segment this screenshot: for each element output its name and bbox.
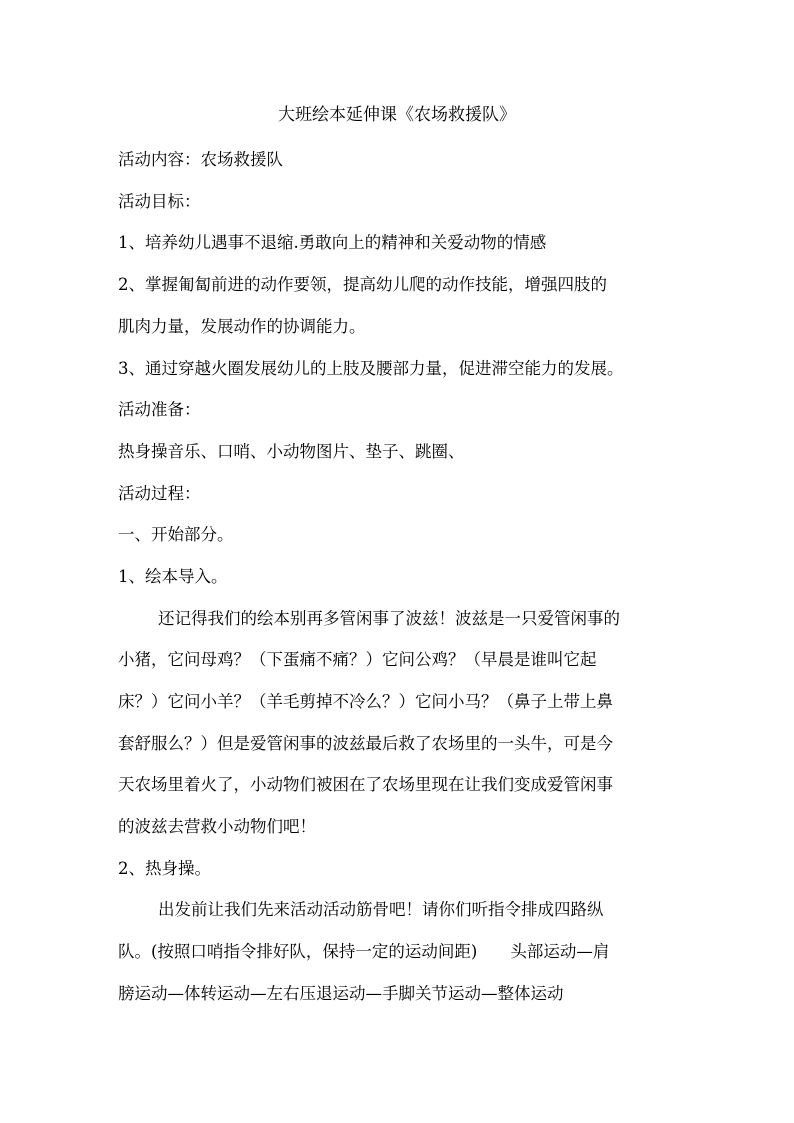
paragraph-1-line-1: 还记得我们的绘本别再多管闲事了波兹！波兹是一只爱管闲事的 [158,609,620,628]
goal-1-line: 1、培养幼儿遇事不退缩.勇敢向上的精神和关爱动物的情感 [118,233,547,252]
step-2-heading: 2、热身操。 [118,859,211,878]
paragraph-1-line-6: 的波兹去营救小动物们吧！ [118,817,316,836]
document-title: 大班绘本延伸课《农场救援队》 [278,105,516,125]
paragraph-2-line-2: 队。(按照口哨指令排好队，保持一定的运动间距) 头部运动—肩 [118,942,610,961]
goal-3-line: 3、通过穿越火圈发展幼儿的上肢及腰部力量，促进滞空能力的发展。 [118,359,624,378]
preparation-materials-line: 热身操音乐、口哨、小动物图片、垫子、跳圈、 [118,442,465,461]
activity-goals-heading: 活动目标： [118,192,201,211]
paragraph-1-line-3: 床？）它问小羊？（羊毛剪掉不冷么？）它问小马？（鼻子上带上鼻 [118,692,613,711]
paragraph-2-line-3: 膀运动—体转运动—左右压退运动—手脚关节运动—整体运动 [118,984,564,1003]
goal-2-continuation-line: 肌肉力量，发展动作的协调能力。 [118,317,366,336]
activity-content-line: 活动内容：农场救援队 [118,150,283,169]
paragraph-1-line-4: 套舒服么？）但是爱管闲事的波兹最后救了农场里的一头牛，可是今 [118,734,613,753]
paragraph-1-line-2: 小猪，它问母鸡？（下蛋痛不痛？）它问公鸡？（早晨是谁叫它起 [118,650,597,669]
activity-preparation-heading: 活动准备： [118,400,201,419]
step-1-heading: 1、绘本导入。 [118,567,228,586]
goal-2-line: 2、掌握匍匐前进的动作要领，提高幼儿爬的动作技能，增强四肢的 [118,275,607,294]
section-1-heading: 一、开始部分。 [118,525,234,544]
paragraph-1-line-5: 天农场里着火了，小动物们被困在了农场里现在让我们变成爱管闲事 [118,775,613,794]
paragraph-2-line-1: 出发前让我们先来活动活动筋骨吧！请你们听指令排成四路纵 [158,900,604,919]
activity-process-heading: 活动过程： [118,484,201,503]
